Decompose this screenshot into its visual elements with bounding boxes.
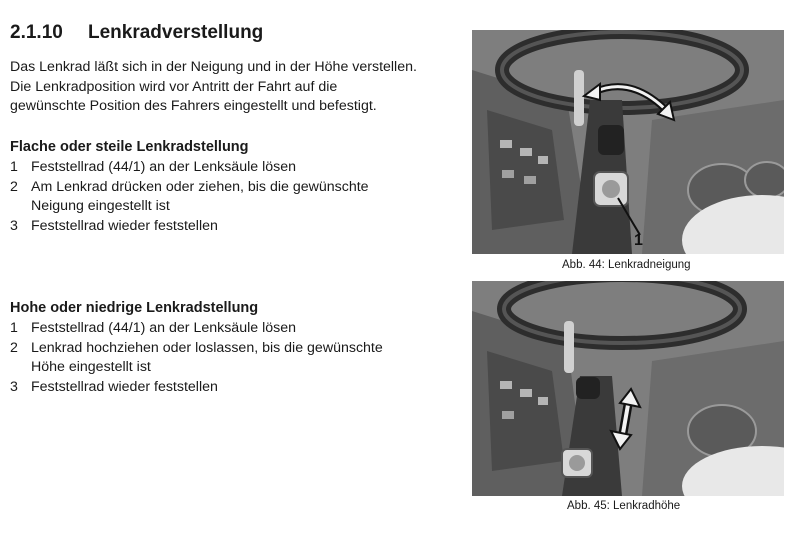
list-item — [10, 319, 450, 339]
section-number: 2.1.10 — [10, 22, 63, 43]
figure-45-photo — [472, 281, 784, 496]
height-steps-list — [10, 319, 450, 397]
step-text: Feststellrad wieder feststellen — [31, 378, 218, 395]
tilt-section-title: Flache oder steile Lenkradstellung — [10, 139, 249, 155]
section-heading — [10, 22, 263, 44]
step-number: 1 — [10, 320, 18, 336]
list-item — [10, 217, 450, 237]
figure-44-callout-label: 1 — [634, 232, 643, 249]
list-item — [10, 339, 450, 378]
step-text: Am Lenkrad drücken oder ziehen, bis die gewünschte — [31, 178, 369, 195]
intro-line-1: Das Lenkrad läßt sich in der Neigung und in der Höhe verstellen. — [10, 59, 417, 75]
intro-line-2: Die Lenkradposition wird vor Antritt der Fahrt auf die — [10, 78, 338, 95]
list-item — [10, 158, 450, 178]
intro-line-3: gewünschte Position des Fahrers eingestellt und befestigt. — [10, 98, 377, 114]
steering-height-illustration — [472, 281, 784, 496]
step-number: 3 — [10, 217, 18, 234]
steering-tilt-illustration — [472, 30, 784, 254]
step-text: Lenkrad hochziehen oder loslassen, bis die gewünschte — [31, 339, 383, 356]
step-number: 3 — [10, 378, 18, 395]
step-text-continued: Höhe eingestellt ist — [31, 359, 151, 375]
list-item — [10, 378, 450, 398]
list-item — [10, 178, 450, 217]
section-title: Lenkradverstellung — [88, 22, 264, 43]
step-text: Feststellrad (44/1) an der Lenksäule lösen — [31, 159, 296, 175]
figure-44-photo — [472, 30, 784, 254]
step-number: 2 — [10, 178, 18, 195]
step-text: Feststellrad wieder feststellen — [31, 217, 218, 234]
figure-45-caption: Abb. 45: Lenkradhöhe — [567, 500, 681, 512]
step-number: 2 — [10, 339, 18, 356]
tilt-steps-list — [10, 158, 450, 236]
figure-44-caption: Abb. 44: Lenkradneigung — [562, 259, 691, 271]
step-number: 1 — [10, 159, 18, 175]
step-text-continued: Neigung eingestellt ist — [31, 198, 170, 214]
intro-paragraph — [10, 58, 470, 117]
step-text: Feststellrad (44/1) an der Lenksäule lösen — [31, 320, 296, 336]
height-section-title: Hohe oder niedrige Lenkradstellung — [10, 300, 259, 316]
